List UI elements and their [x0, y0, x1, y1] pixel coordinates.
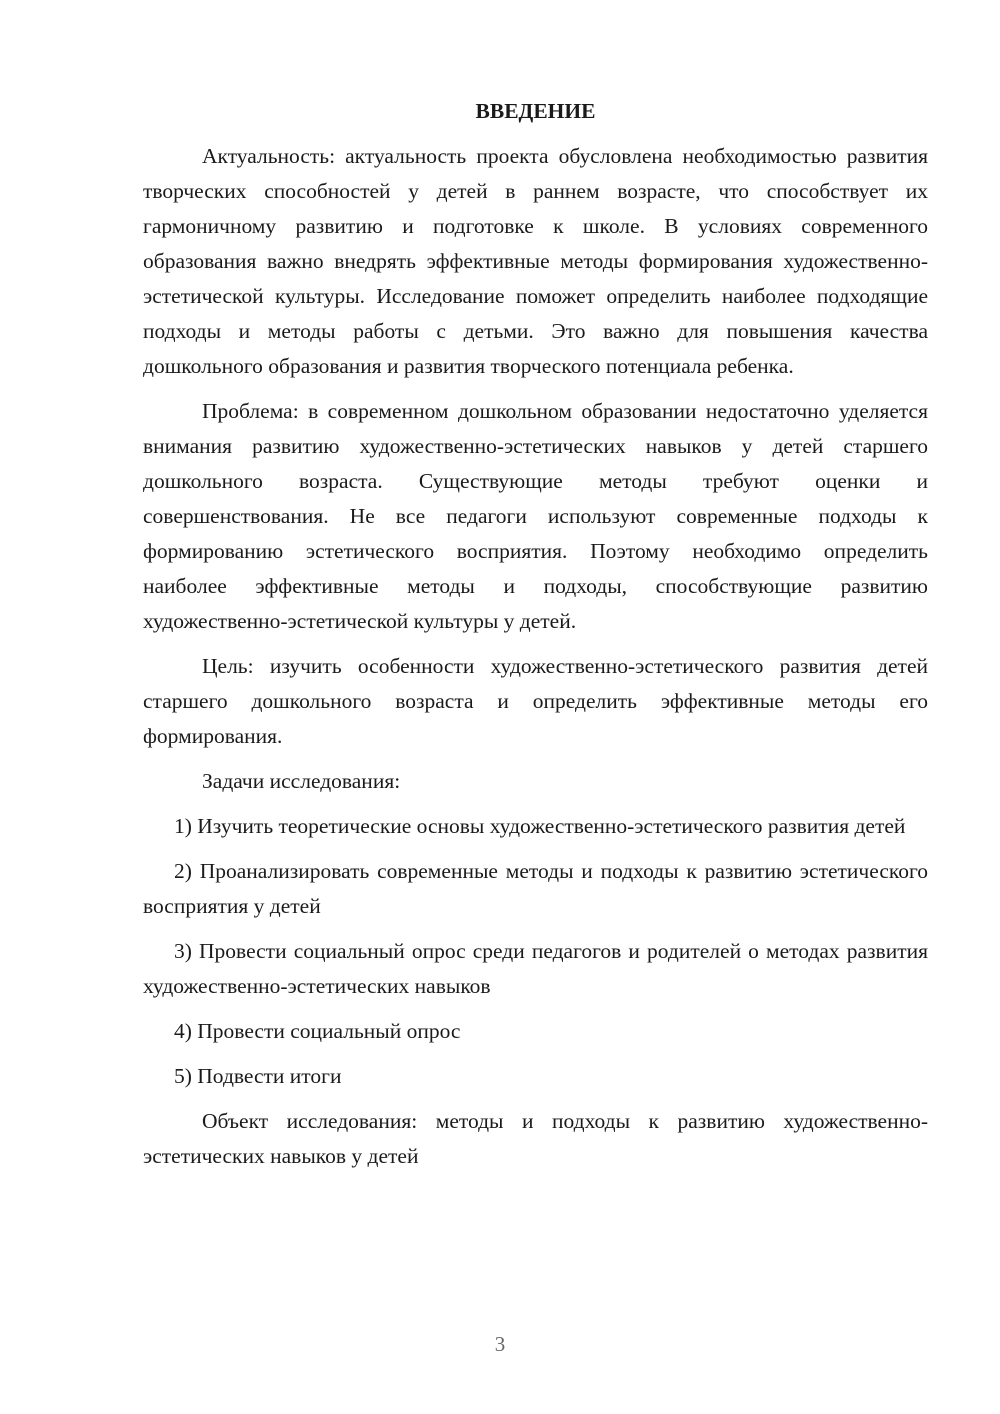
goal-paragraph: Цель: изучить особенности художественно-эстетического развития детей старшего дошкольного возраста и определить эффективные методы его формирования. [143, 654, 928, 748]
task-item-1: 1) Изучить теоретические основы художественно-эстетического развития детей [174, 814, 906, 838]
object-paragraph: Объект исследования: методы и подходы к развитию художественно-эстетических навыков у детей [143, 1109, 928, 1168]
relevance-paragraph: Актуальность: актуальность проекта обусловлена необходимостью развития творческих способностей у детей в раннем возрасте, что способствует их гармоничному развитию и подготовке к школе. В условиях современного образования важно внедрять эффективные методы формирования художественно-эстетической культуры. Исследование поможет определить наиболее подходящие подходы и методы работы с детьми. Это важно для повышения качества дошкольного образования и развития творческого потенциала ребенка. [143, 144, 928, 378]
tasks-title: Задачи исследования: [202, 769, 401, 793]
task-item-5: 5) Подвести итоги [174, 1064, 342, 1088]
task-item-2: 2) Проанализировать современные методы и подходы к развитию эстетического восприятия у детей [143, 859, 928, 918]
section-heading: ВВЕДЕНИЕ [475, 99, 596, 123]
problem-paragraph: Проблема: в современном дошкольном образовании недостаточно уделяется внимания развитию художественно-эстетических навыков у детей старшего дошкольного возраста. Существующие методы требуют оценки и совершенствования. Не все педагоги используют современные подходы к формированию эстетического восприятия. Поэтому необходимо определить наиболее эффективные методы и подходы, способствующие развитию художественно-эстетической культуры у детей. [143, 399, 928, 633]
task-item-3: 3) Провести социальный опрос среди педагогов и родителей о методах развития художественно-эстетических навыков [143, 939, 928, 998]
page-content [143, 94, 928, 1184]
page-number: 3 [494, 1332, 506, 1356]
task-item-4: 4) Провести социальный опрос [174, 1019, 461, 1043]
